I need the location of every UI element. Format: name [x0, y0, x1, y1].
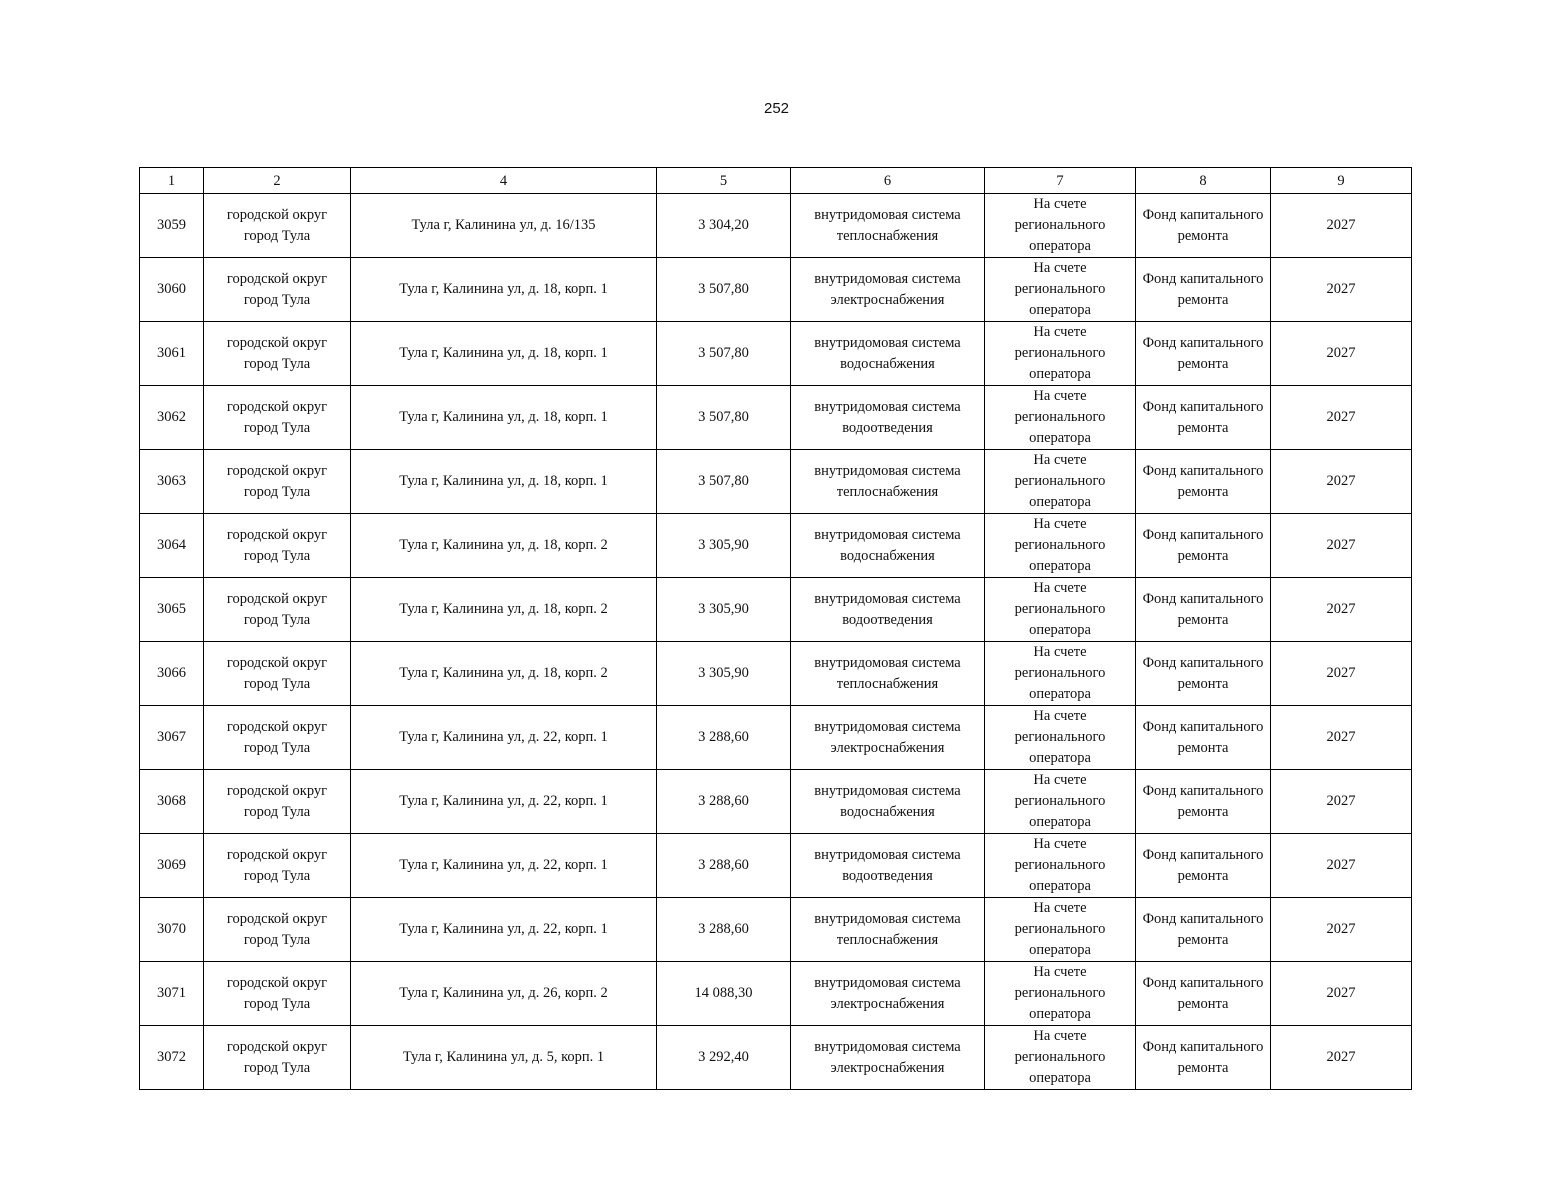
funding-source-cell-text: Фонд капитального ремонта: [1142, 206, 1264, 244]
fund-account-cell: [985, 450, 1136, 514]
fund-account-cell: [985, 962, 1136, 1026]
year-cell: [1271, 962, 1412, 1026]
municipality-cell: [204, 962, 351, 1026]
area-cell-text: 3 288,60: [698, 921, 749, 937]
municipality-cell-text: городской округ город Тула: [226, 910, 328, 948]
column-header: 7: [985, 168, 1136, 194]
work-type-cell-text: внутридомовая система электроснабжения: [814, 270, 961, 308]
address-cell-text: Тула г, Калинина ул, д. 22, корп. 1: [399, 729, 608, 745]
year-cell-text: 2027: [1326, 1049, 1356, 1065]
area-cell: [657, 450, 791, 514]
municipality-cell: [204, 258, 351, 322]
municipality-cell-text: городской округ город Тула: [226, 782, 328, 820]
year-cell: [1271, 386, 1412, 450]
address-cell: [351, 898, 657, 962]
work-type-cell: [791, 258, 985, 322]
municipality-cell: [204, 386, 351, 450]
work-type-cell: [791, 642, 985, 706]
address-cell-text: Тула г, Калинина ул, д. 22, корп. 1: [399, 921, 608, 937]
year-cell: [1271, 514, 1412, 578]
municipality-cell-text: городской округ город Тула: [226, 974, 328, 1012]
address-cell: [351, 514, 657, 578]
work-type-cell: [791, 322, 985, 386]
year-cell-text: 2027: [1326, 473, 1356, 489]
funding-source-cell-text: Фонд капитального ремонта: [1142, 590, 1264, 628]
funding-source-cell: [1136, 898, 1271, 962]
municipality-cell: [204, 322, 351, 386]
funding-source-cell: [1136, 386, 1271, 450]
funding-source-cell-text: Фонд капитального ремонта: [1142, 846, 1264, 884]
address-cell-text: Тула г, Калинина ул, д. 18, корп. 1: [399, 473, 608, 489]
address-cell-text: Тула г, Калинина ул, д. 22, корп. 1: [399, 857, 608, 873]
row-number-cell-text: 3071: [157, 985, 186, 1001]
row-number-cell-text: 3072: [157, 1049, 186, 1065]
address-cell-text: Тула г, Калинина ул, д. 26, корп. 2: [399, 985, 608, 1001]
municipality-cell: [204, 450, 351, 514]
row-number-cell: [140, 514, 204, 578]
row-number-cell-text: 3070: [157, 921, 186, 937]
address-cell-text: Тула г, Калинина ул, д. 18, корп. 1: [399, 345, 608, 361]
address-cell-text: Тула г, Калинина ул, д. 18, корп. 2: [399, 665, 608, 681]
municipality-cell-text: городской округ город Тула: [226, 462, 328, 500]
year-cell-text: 2027: [1326, 665, 1356, 681]
funding-source-cell-text: Фонд капитального ремонта: [1142, 782, 1264, 820]
funding-source-cell: [1136, 834, 1271, 898]
funding-source-cell: [1136, 450, 1271, 514]
area-cell: [657, 706, 791, 770]
area-cell: [657, 514, 791, 578]
municipality-cell: [204, 1026, 351, 1090]
table-row: [140, 962, 1412, 1026]
table-row: [140, 770, 1412, 834]
fund-account-cell-text: На счете регионального оператора: [1014, 580, 1106, 638]
address-cell: [351, 322, 657, 386]
year-cell-text: 2027: [1326, 537, 1356, 553]
funding-source-cell-text: Фонд капитального ремонта: [1142, 462, 1264, 500]
area-cell-text: 3 292,40: [698, 1049, 749, 1065]
work-type-cell: [791, 706, 985, 770]
funding-source-cell-text: Фонд капитального ремонта: [1142, 1038, 1264, 1076]
year-cell: [1271, 450, 1412, 514]
row-number-cell: [140, 834, 204, 898]
column-header: 1: [140, 168, 204, 194]
row-number-cell: [140, 770, 204, 834]
address-cell-text: Тула г, Калинина ул, д. 18, корп. 1: [399, 409, 608, 425]
municipality-cell-text: городской округ город Тула: [226, 398, 328, 436]
work-type-cell: [791, 834, 985, 898]
work-type-cell-text: внутридомовая система электроснабжения: [814, 1038, 961, 1076]
area-cell-text: 3 507,80: [698, 473, 749, 489]
capital-repair-table: [139, 167, 1412, 1090]
fund-account-cell: [985, 898, 1136, 962]
row-number-cell: [140, 706, 204, 770]
fund-account-cell: [985, 194, 1136, 258]
area-cell: [657, 834, 791, 898]
area-cell: [657, 322, 791, 386]
year-cell-text: 2027: [1326, 985, 1356, 1001]
row-number-cell-text: 3066: [157, 665, 186, 681]
year-cell-text: 2027: [1326, 217, 1356, 233]
year-cell-text: 2027: [1326, 921, 1356, 937]
funding-source-cell-text: Фонд капитального ремонта: [1142, 270, 1264, 308]
year-cell: [1271, 322, 1412, 386]
year-cell: [1271, 706, 1412, 770]
municipality-cell: [204, 706, 351, 770]
fund-account-cell-text: На счете регионального оператора: [1014, 196, 1106, 254]
area-cell-text: 3 507,80: [698, 345, 749, 361]
row-number-cell-text: 3064: [157, 537, 186, 553]
municipality-cell-text: городской округ город Тула: [226, 1038, 328, 1076]
municipality-cell-text: городской округ город Тула: [226, 334, 328, 372]
funding-source-cell-text: Фонд капитального ремонта: [1142, 718, 1264, 756]
year-cell-text: 2027: [1326, 793, 1356, 809]
fund-account-cell-text: На счете регионального оператора: [1014, 388, 1106, 446]
funding-source-cell: [1136, 322, 1271, 386]
address-cell: [351, 258, 657, 322]
column-header: 9: [1271, 168, 1412, 194]
work-type-cell: [791, 1026, 985, 1090]
municipality-cell: [204, 642, 351, 706]
funding-source-cell-text: Фонд капитального ремонта: [1142, 526, 1264, 564]
column-header: 2: [204, 168, 351, 194]
address-cell: [351, 386, 657, 450]
row-number-cell-text: 3060: [157, 281, 186, 297]
work-type-cell-text: внутридомовая система водоснабжения: [814, 526, 961, 564]
page-number: 252: [763, 100, 790, 117]
fund-account-cell-text: На счете регионального оператора: [1014, 324, 1106, 382]
fund-account-cell: [985, 706, 1136, 770]
year-cell-text: 2027: [1326, 345, 1356, 361]
fund-account-cell-text: На счете регионального оператора: [1014, 452, 1106, 510]
work-type-cell-text: внутридомовая система водоснабжения: [814, 782, 961, 820]
year-cell-text: 2027: [1326, 857, 1356, 873]
area-cell: [657, 578, 791, 642]
address-cell: [351, 450, 657, 514]
area-cell: [657, 194, 791, 258]
area-cell: [657, 1026, 791, 1090]
municipality-cell: [204, 514, 351, 578]
work-type-cell: [791, 194, 985, 258]
table-row: [140, 450, 1412, 514]
column-header: 6: [791, 168, 985, 194]
column-header: 5: [657, 168, 791, 194]
row-number-cell: [140, 578, 204, 642]
funding-source-cell-text: Фонд капитального ремонта: [1142, 334, 1264, 372]
funding-source-cell-text: Фонд капитального ремонта: [1142, 654, 1264, 692]
fund-account-cell-text: На счете регионального оператора: [1014, 708, 1106, 766]
work-type-cell-text: внутридомовая система водоснабжения: [814, 334, 961, 372]
funding-source-cell: [1136, 706, 1271, 770]
municipality-cell-text: городской округ город Тула: [226, 206, 328, 244]
row-number-cell: [140, 258, 204, 322]
work-type-cell: [791, 770, 985, 834]
table-row: [140, 258, 1412, 322]
row-number-cell-text: 3067: [157, 729, 186, 745]
municipality-cell: [204, 578, 351, 642]
year-cell-text: 2027: [1326, 729, 1356, 745]
area-cell-text: 3 288,60: [698, 857, 749, 873]
fund-account-cell-text: На счете регионального оператора: [1014, 772, 1106, 830]
table-row: [140, 642, 1412, 706]
funding-source-cell-text: Фонд капитального ремонта: [1142, 398, 1264, 436]
table-row: [140, 194, 1412, 258]
column-header: 4: [351, 168, 657, 194]
area-cell-text: 3 507,80: [698, 409, 749, 425]
year-cell: [1271, 770, 1412, 834]
address-cell-text: Тула г, Калинина ул, д. 5, корп. 1: [402, 1049, 605, 1065]
row-number-cell: [140, 386, 204, 450]
table-row: [140, 322, 1412, 386]
fund-account-cell-text: На счете регионального оператора: [1014, 260, 1106, 318]
municipality-cell: [204, 834, 351, 898]
work-type-cell-text: внутридомовая система теплоснабжения: [814, 654, 961, 692]
row-number-cell: [140, 642, 204, 706]
table-row: [140, 898, 1412, 962]
fund-account-cell-text: На счете регионального оператора: [1014, 644, 1106, 702]
year-cell: [1271, 1026, 1412, 1090]
work-type-cell-text: внутридомовая система электроснабжения: [814, 718, 961, 756]
area-cell: [657, 386, 791, 450]
row-number-cell-text: 3059: [157, 217, 186, 233]
area-cell: [657, 258, 791, 322]
area-cell-text: 3 305,90: [698, 537, 749, 553]
work-type-cell: [791, 962, 985, 1026]
area-cell: [657, 962, 791, 1026]
address-cell: [351, 834, 657, 898]
year-cell-text: 2027: [1326, 601, 1356, 617]
row-number-cell-text: 3063: [157, 473, 186, 489]
work-type-cell-text: внутридомовая система электроснабжения: [814, 974, 961, 1012]
year-cell: [1271, 578, 1412, 642]
municipality-cell-text: городской округ город Тула: [226, 846, 328, 884]
funding-source-cell-text: Фонд капитального ремонта: [1142, 910, 1264, 948]
work-type-cell-text: внутридомовая система водоотведения: [814, 590, 961, 628]
municipality-cell: [204, 898, 351, 962]
fund-account-cell: [985, 578, 1136, 642]
funding-source-cell: [1136, 258, 1271, 322]
funding-source-cell: [1136, 962, 1271, 1026]
year-cell: [1271, 834, 1412, 898]
municipality-cell-text: городской округ город Тула: [226, 654, 328, 692]
address-cell-text: Тула г, Калинина ул, д. 18, корп. 2: [399, 537, 608, 553]
address-cell-text: Тула г, Калинина ул, д. 18, корп. 2: [399, 601, 608, 617]
year-cell-text: 2027: [1326, 281, 1356, 297]
work-type-cell: [791, 450, 985, 514]
work-type-cell: [791, 898, 985, 962]
funding-source-cell: [1136, 194, 1271, 258]
funding-source-cell: [1136, 642, 1271, 706]
fund-account-cell: [985, 834, 1136, 898]
area-cell-text: 3 305,90: [698, 601, 749, 617]
area-cell: [657, 770, 791, 834]
address-cell: [351, 962, 657, 1026]
row-number-cell-text: 3065: [157, 601, 186, 617]
fund-account-cell: [985, 770, 1136, 834]
municipality-cell-text: городской округ город Тула: [226, 270, 328, 308]
table-row: [140, 706, 1412, 770]
area-cell: [657, 898, 791, 962]
work-type-cell-text: внутридомовая система водоотведения: [814, 398, 961, 436]
municipality-cell-text: городской округ город Тула: [226, 718, 328, 756]
work-type-cell-text: внутридомовая система теплоснабжения: [814, 206, 961, 244]
table-row: [140, 1026, 1412, 1090]
fund-account-cell-text: На счете регионального оператора: [1014, 1028, 1106, 1086]
work-type-cell-text: внутридомовая система водоотведения: [814, 846, 961, 884]
address-cell-text: Тула г, Калинина ул, д. 18, корп. 1: [399, 281, 608, 297]
municipality-cell-text: городской округ город Тула: [226, 526, 328, 564]
table-row: [140, 834, 1412, 898]
fund-account-cell-text: На счете регионального оператора: [1014, 900, 1106, 958]
municipality-cell: [204, 194, 351, 258]
column-number-row: [140, 168, 1412, 194]
table-row: [140, 514, 1412, 578]
fund-account-cell-text: На счете регионального оператора: [1014, 516, 1106, 574]
work-type-cell: [791, 514, 985, 578]
row-number-cell: [140, 322, 204, 386]
funding-source-cell: [1136, 578, 1271, 642]
fund-account-cell: [985, 642, 1136, 706]
municipality-cell: [204, 770, 351, 834]
address-cell: [351, 706, 657, 770]
funding-source-cell: [1136, 1026, 1271, 1090]
area-cell-text: 3 304,20: [698, 217, 749, 233]
table-row: [140, 386, 1412, 450]
year-cell: [1271, 898, 1412, 962]
year-cell-text: 2027: [1326, 409, 1356, 425]
work-type-cell: [791, 578, 985, 642]
area-cell-text: 14 088,30: [694, 985, 753, 1001]
area-cell-text: 3 305,90: [698, 665, 749, 681]
funding-source-cell-text: Фонд капитального ремонта: [1142, 974, 1264, 1012]
address-cell: [351, 578, 657, 642]
address-cell: [351, 642, 657, 706]
row-number-cell: [140, 962, 204, 1026]
row-number-cell: [140, 898, 204, 962]
year-cell: [1271, 194, 1412, 258]
year-cell: [1271, 642, 1412, 706]
row-number-cell-text: 3062: [157, 409, 186, 425]
year-cell: [1271, 258, 1412, 322]
fund-account-cell: [985, 386, 1136, 450]
row-number-cell-text: 3068: [157, 793, 186, 809]
address-cell: [351, 194, 657, 258]
address-cell: [351, 1026, 657, 1090]
row-number-cell-text: 3069: [157, 857, 186, 873]
address-cell: [351, 770, 657, 834]
address-cell-text: Тула г, Калинина ул, д. 22, корп. 1: [399, 793, 608, 809]
area-cell-text: 3 288,60: [698, 793, 749, 809]
work-type-cell: [791, 386, 985, 450]
fund-account-cell-text: На счете регионального оператора: [1014, 836, 1106, 894]
area-cell-text: 3 507,80: [698, 281, 749, 297]
row-number-cell: [140, 450, 204, 514]
fund-account-cell: [985, 322, 1136, 386]
municipality-cell-text: городской округ город Тула: [226, 590, 328, 628]
table-row: [140, 578, 1412, 642]
row-number-cell: [140, 1026, 204, 1090]
fund-account-cell: [985, 258, 1136, 322]
work-type-cell-text: внутридомовая система теплоснабжения: [814, 462, 961, 500]
table-body: [140, 194, 1412, 1090]
row-number-cell: [140, 194, 204, 258]
funding-source-cell: [1136, 770, 1271, 834]
address-cell-text: Тула г, Калинина ул, д. 16/135: [411, 217, 596, 233]
fund-account-cell: [985, 1026, 1136, 1090]
fund-account-cell-text: На счете регионального оператора: [1014, 964, 1106, 1022]
column-header: 8: [1136, 168, 1271, 194]
funding-source-cell: [1136, 514, 1271, 578]
row-number-cell-text: 3061: [157, 345, 186, 361]
area-cell-text: 3 288,60: [698, 729, 749, 745]
area-cell: [657, 642, 791, 706]
fund-account-cell: [985, 514, 1136, 578]
work-type-cell-text: внутридомовая система теплоснабжения: [814, 910, 961, 948]
